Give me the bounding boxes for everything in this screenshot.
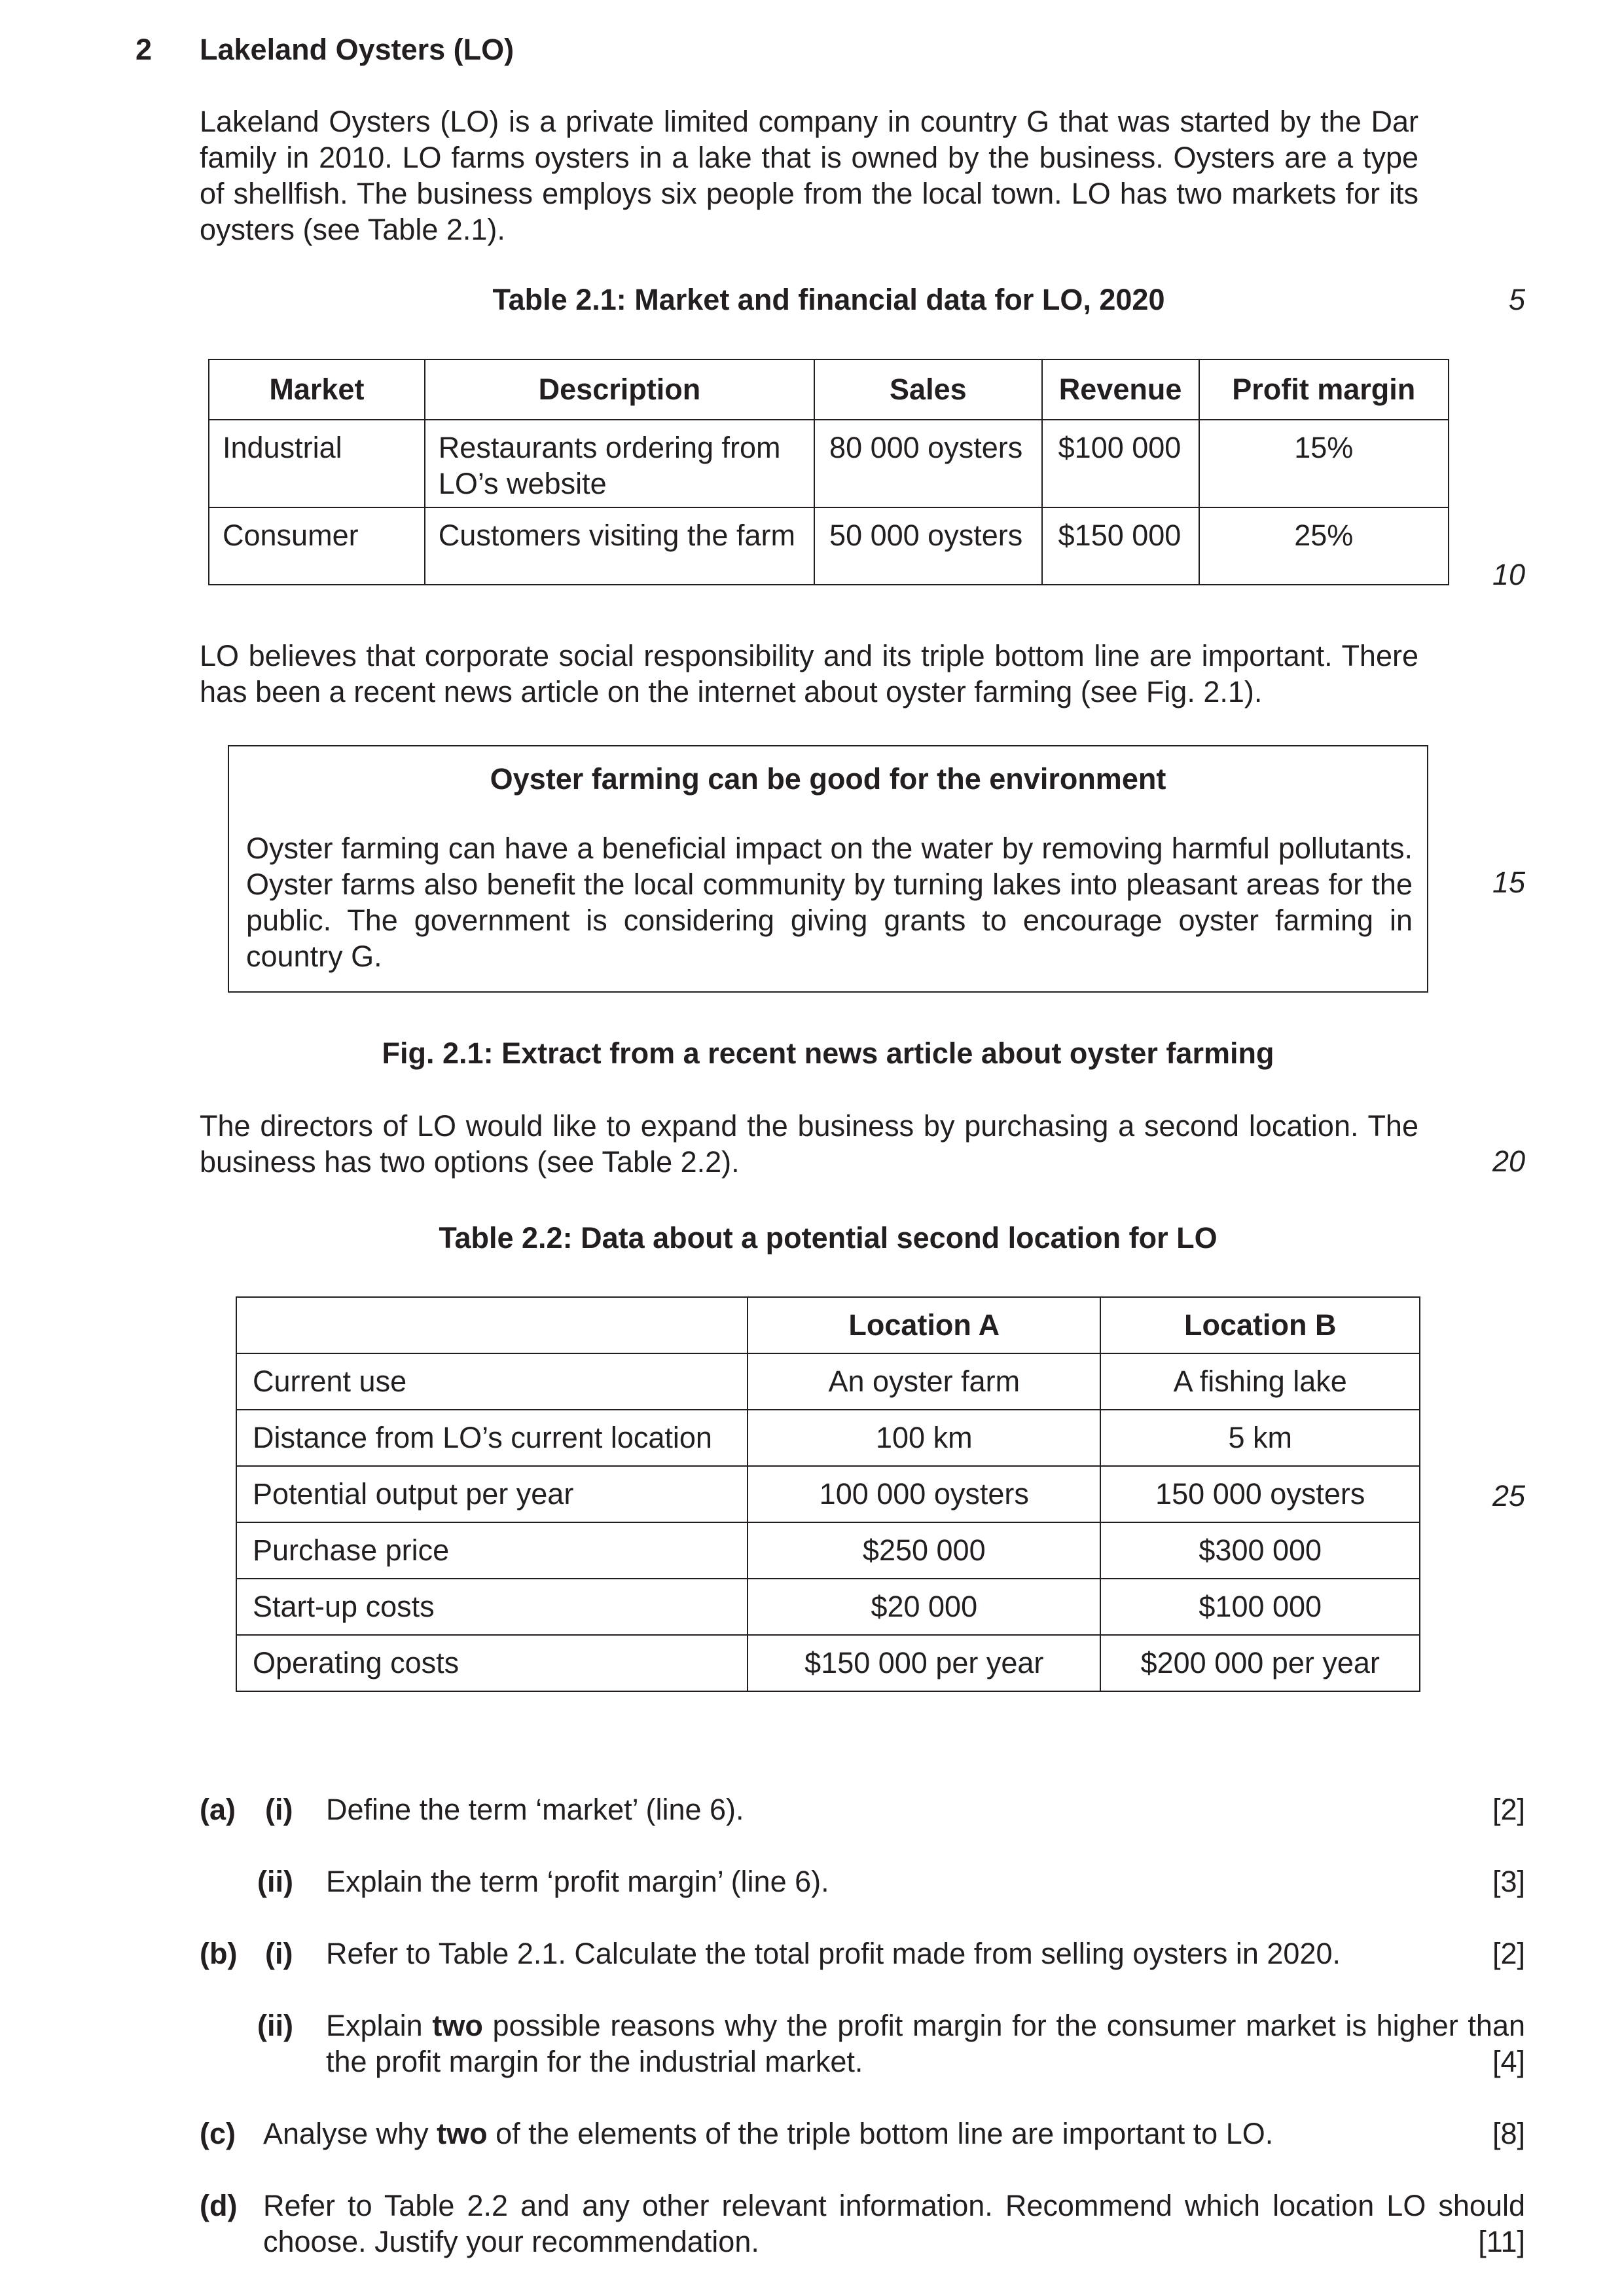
question-title: Lakeland Oysters (LO) bbox=[200, 33, 514, 66]
table-row bbox=[236, 1635, 1420, 1691]
column-header: Sales bbox=[814, 359, 1042, 420]
row-label: Start-up costs bbox=[236, 1579, 748, 1635]
part-b-label: (b) bbox=[200, 1937, 238, 1970]
table-cell: A fishing lake bbox=[1100, 1353, 1420, 1410]
table-header-row bbox=[209, 359, 1449, 420]
text-segment: Analyse why bbox=[263, 2117, 437, 2150]
table-row bbox=[236, 1353, 1420, 1410]
table-cell: $250 000 bbox=[748, 1522, 1100, 1579]
part-b-i-text: Refer to Table 2.1. Calculate the total profit made from selling oysters in 2020. bbox=[326, 1937, 1341, 1970]
part-d-text: Refer to Table 2.2 and any other relevant information. Recommend which location LO should choose. Justify your recommendation. bbox=[263, 2189, 1525, 2258]
table-cell: Consumer bbox=[209, 507, 425, 585]
part-a-i-marks: [2] bbox=[1492, 1793, 1525, 1826]
column-header: Revenue bbox=[1042, 359, 1199, 420]
part-d-label: (d) bbox=[200, 2189, 238, 2222]
table-header-row bbox=[236, 1297, 1420, 1353]
part-b-ii-marks: [4] bbox=[1492, 2045, 1525, 2078]
table-cell: An oyster farm bbox=[748, 1353, 1100, 1410]
table-cell: 25% bbox=[1199, 507, 1449, 585]
table-cell: 100 km bbox=[748, 1410, 1100, 1466]
part-b-ii-text bbox=[326, 2008, 1525, 2080]
part-a-i-label: (i) bbox=[265, 1793, 293, 1826]
emphasis: two bbox=[432, 2009, 483, 2042]
table-cell: 15% bbox=[1199, 420, 1449, 507]
question-number: 2 bbox=[135, 33, 153, 66]
part-a-ii-marks: [3] bbox=[1492, 1865, 1525, 1898]
table-cell: $300 000 bbox=[1100, 1522, 1420, 1579]
column-header: Description bbox=[425, 359, 814, 420]
text-segment: of the elements of the triple bottom line are important to LO. bbox=[487, 2117, 1274, 2150]
row-label: Purchase price bbox=[236, 1522, 748, 1579]
table-row bbox=[236, 1522, 1420, 1579]
line-number: 15 bbox=[1492, 866, 1525, 899]
table-cell: Restaurants ordering from LO’s website bbox=[425, 420, 814, 507]
line-number: 10 bbox=[1492, 558, 1525, 591]
table-row bbox=[236, 1410, 1420, 1466]
part-c-marks: [8] bbox=[1492, 2117, 1525, 2150]
part-a-ii-text: Explain the term ‘profit margin’ (line 6). bbox=[326, 1865, 829, 1898]
table-cell: 5 km bbox=[1100, 1410, 1420, 1466]
line-number: 25 bbox=[1492, 1479, 1525, 1513]
table-cell: $20 000 bbox=[748, 1579, 1100, 1635]
text-segment: possible reasons why the profit margin for the consumer market is higher than the profit margin for the industrial market. bbox=[326, 2009, 1526, 2078]
column-header bbox=[236, 1297, 748, 1353]
part-c-label: (c) bbox=[200, 2117, 236, 2150]
table-cell: $100 000 bbox=[1042, 420, 1199, 507]
table-cell: 150 000 oysters bbox=[1100, 1466, 1420, 1522]
table-cell: $150 000 per year bbox=[748, 1635, 1100, 1691]
table-row bbox=[236, 1466, 1420, 1522]
row-label: Potential output per year bbox=[236, 1466, 748, 1522]
csr-paragraph: LO believes that corporate social responsibility and its triple bottom line are important. There has been a recent news article on the internet about oyster farming (see Fig. 2.1). bbox=[200, 639, 1418, 708]
part-b-ii-label: (ii) bbox=[257, 2009, 293, 2042]
table1-caption: Table 2.1: Market and financial data for LO, 2020 bbox=[492, 283, 1165, 316]
market-financial-table bbox=[208, 359, 1449, 585]
part-a-ii-label: (ii) bbox=[257, 1865, 293, 1898]
row-label: Operating costs bbox=[236, 1635, 748, 1691]
news-headline: Oyster farming can be good for the environment bbox=[490, 762, 1166, 796]
location-comparison-table bbox=[236, 1296, 1420, 1692]
expansion-paragraph: The directors of LO would like to expand the business by purchasing a second location. The business has two options (see Table 2.2). bbox=[200, 1109, 1418, 1179]
table-row bbox=[236, 1579, 1420, 1635]
part-d-marks: [11] bbox=[1478, 2225, 1525, 2258]
row-label: Distance from LO’s current location bbox=[236, 1410, 748, 1466]
line-number: 5 bbox=[1508, 283, 1525, 316]
table-cell: Industrial bbox=[209, 420, 425, 507]
table-cell: Customers visiting the farm bbox=[425, 507, 814, 585]
table-cell: 80 000 oysters bbox=[814, 420, 1042, 507]
part-c-text bbox=[263, 2116, 1273, 2152]
table-row bbox=[209, 507, 1449, 585]
column-header: Location B bbox=[1100, 1297, 1420, 1353]
column-header: Market bbox=[209, 359, 425, 420]
table-cell: 100 000 oysters bbox=[748, 1466, 1100, 1522]
table-cell: $200 000 per year bbox=[1100, 1635, 1420, 1691]
news-extract-box bbox=[228, 745, 1428, 993]
column-header: Location A bbox=[748, 1297, 1100, 1353]
part-a-label: (a) bbox=[200, 1793, 236, 1826]
line-number: 20 bbox=[1492, 1145, 1525, 1178]
emphasis: two bbox=[437, 2117, 488, 2150]
text-segment: Explain bbox=[326, 2009, 433, 2042]
part-b-i-label: (i) bbox=[265, 1937, 293, 1970]
column-header: Profit margin bbox=[1199, 359, 1449, 420]
intro-paragraph: Lakeland Oysters (LO) is a private limited company in country G that was started by the Dar family in 2010. LO farms oysters in a lake that is owned by the business. Oysters are a type of shellfish. The business employs six people from the local town. LO has two markets for its oysters (see Table 2.1). bbox=[200, 105, 1418, 246]
table-cell: 50 000 oysters bbox=[814, 507, 1042, 585]
row-label: Current use bbox=[236, 1353, 748, 1410]
table-cell: $100 000 bbox=[1100, 1579, 1420, 1635]
part-a-i-text: Define the term ‘market’ (line 6). bbox=[326, 1793, 744, 1826]
table2-caption: Table 2.2: Data about a potential second location for LO bbox=[439, 1221, 1218, 1255]
news-body: Oyster farming can have a beneficial impact on the water by removing harmful pollutants. Oyster farms also benefit the local community by turning lakes into pleasant areas for the public. The government is considering giving grants to encourage oyster farming in country G. bbox=[246, 832, 1413, 973]
table-row bbox=[209, 420, 1449, 507]
table-cell: $150 000 bbox=[1042, 507, 1199, 585]
figure-caption: Fig. 2.1: Extract from a recent news article about oyster farming bbox=[382, 1036, 1274, 1070]
part-b-i-marks: [2] bbox=[1492, 1937, 1525, 1970]
